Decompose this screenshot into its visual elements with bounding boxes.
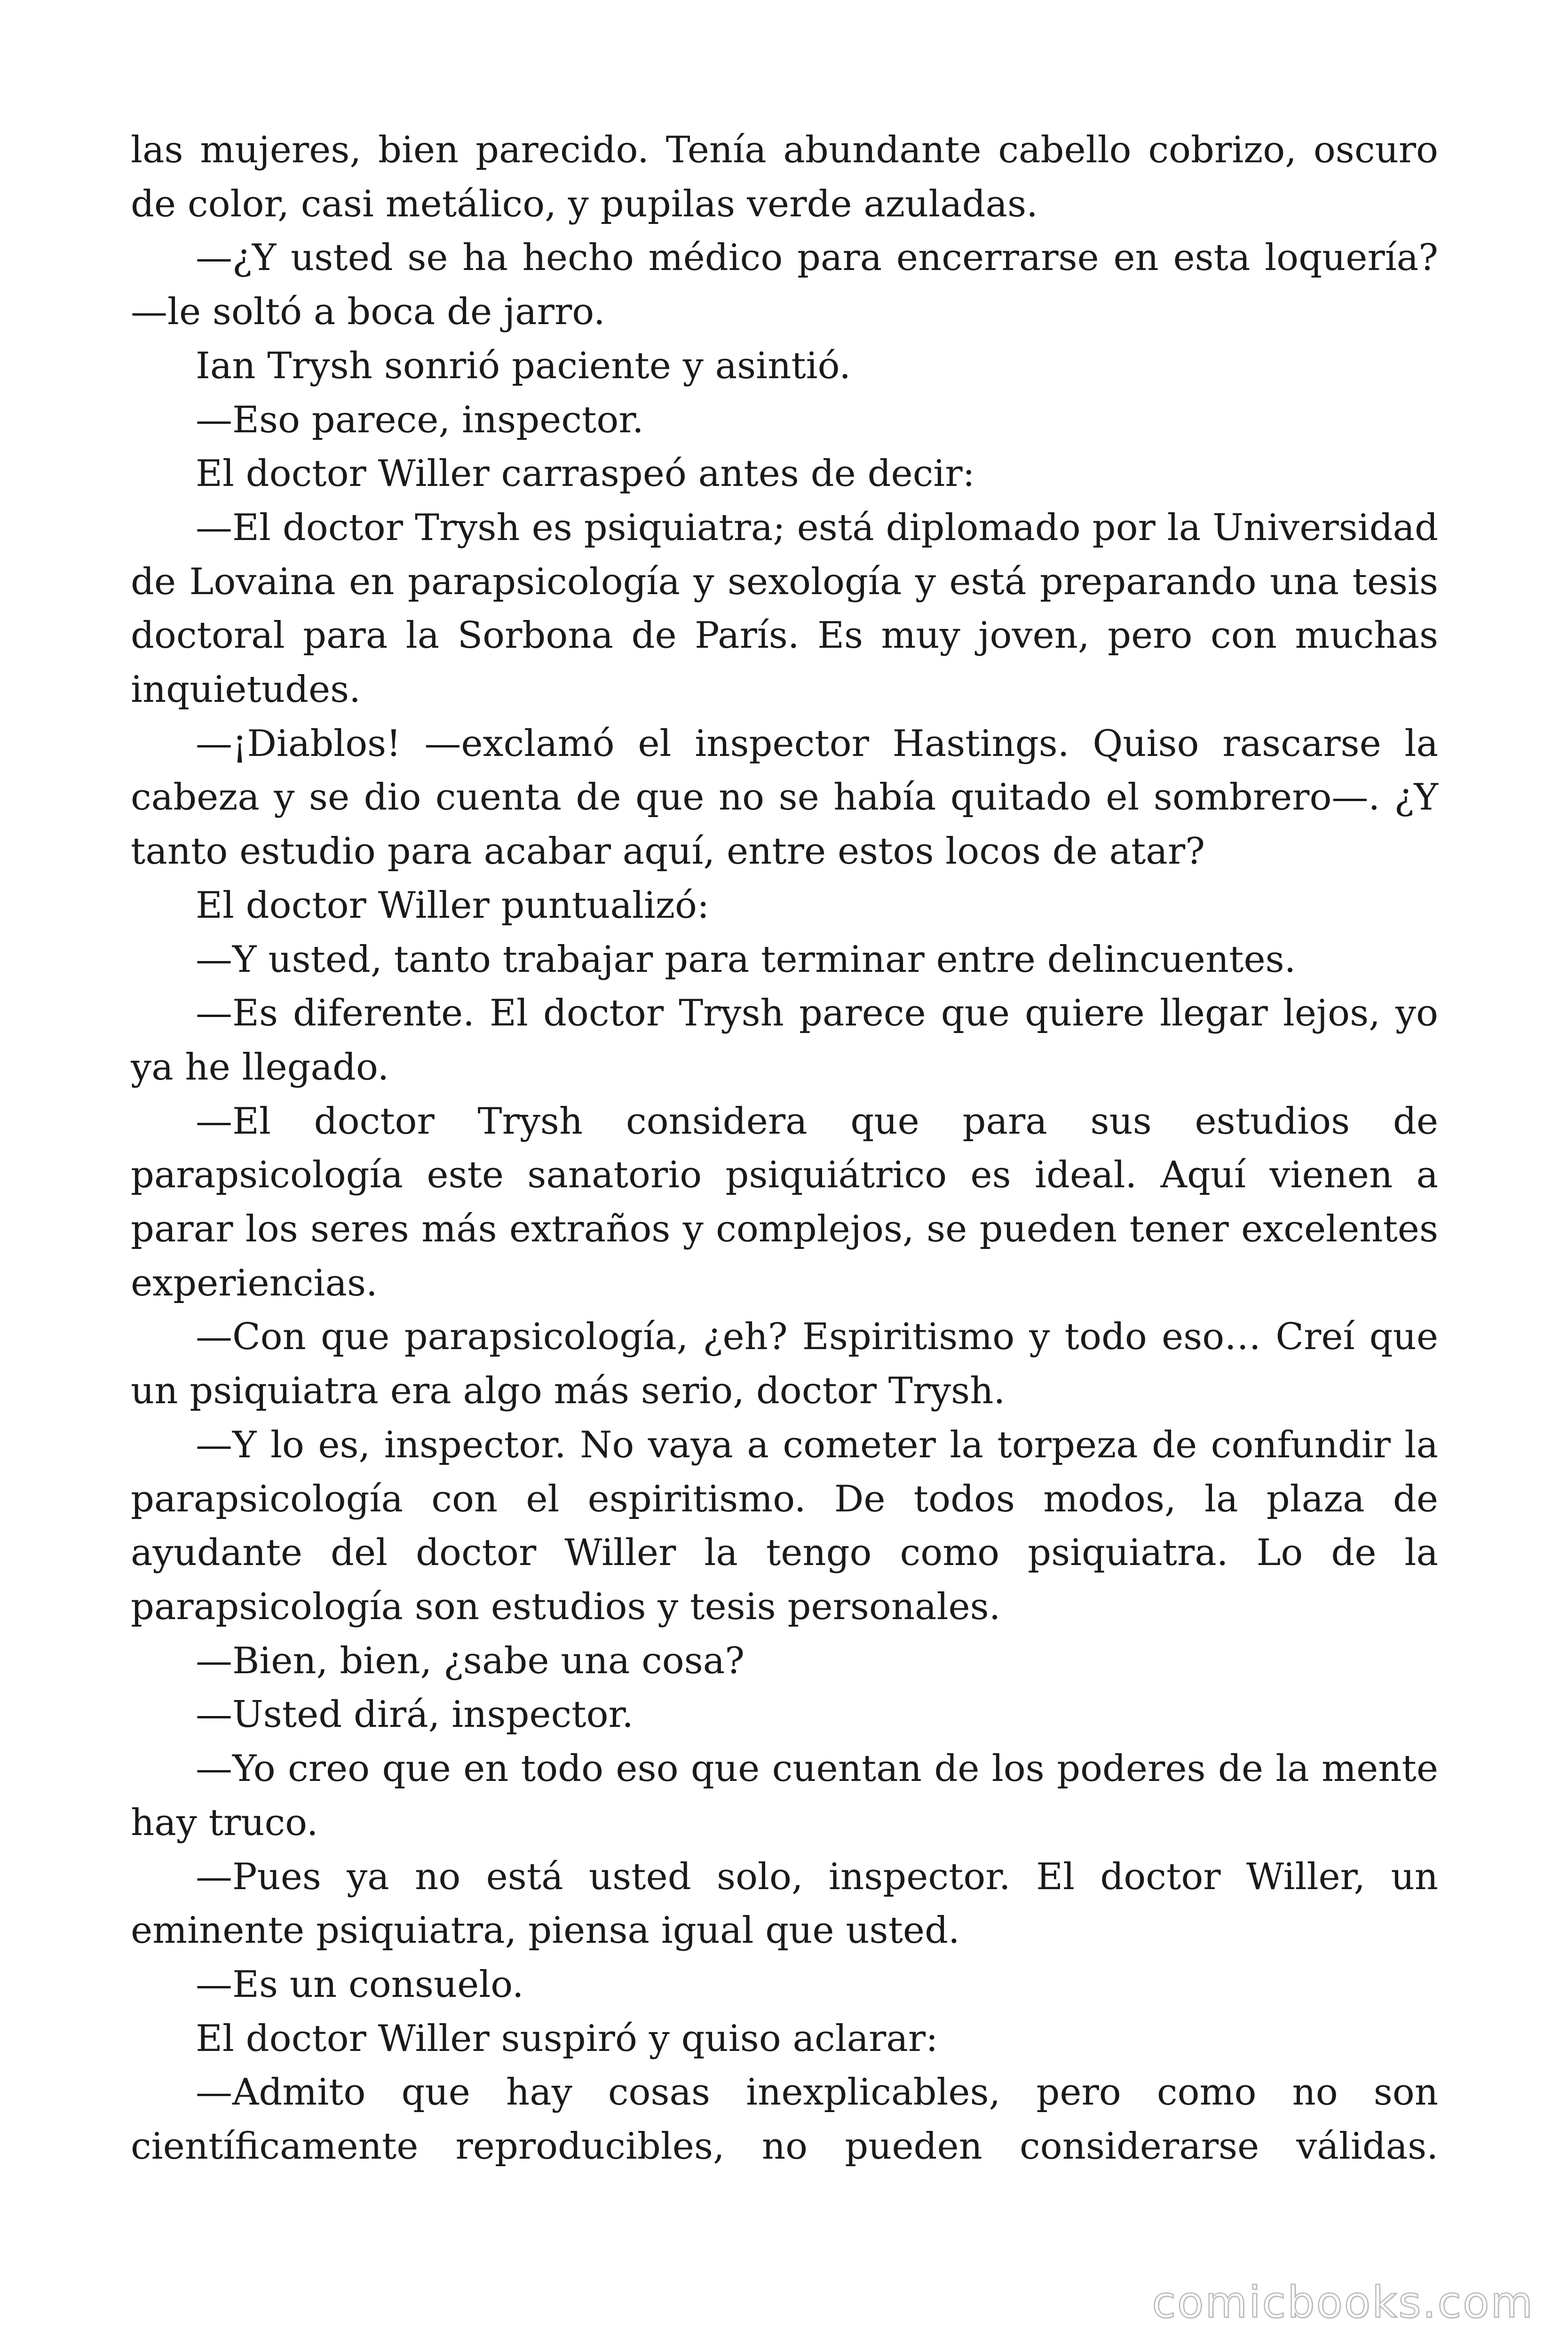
paragraph: Ian Trysh sonrió paciente y asintió. (196, 344, 851, 387)
paragraph: —Yo creo que en todo eso que cuentan de los poderes de la mente hay truco. (131, 1748, 1438, 1844)
paragraph: —Es diferente. El doctor Trysh parece que quiere llegar lejos, yo ya he llegado. (131, 992, 1438, 1089)
paragraph: —Usted dirá, inspector. (196, 1693, 634, 1736)
paragraph: —¿Y usted se ha hecho médico para encerrarse en esta loquería? —le soltó a boca de jarro. (131, 237, 1438, 334)
watermark-text: comicbooks.com (1152, 2277, 1534, 2328)
paragraph: las mujeres, bien parecido. Tenía abundante cabello cobrizo, oscuro de color, casi metálico, y pupilas verde azuladas. (131, 129, 1438, 225)
paragraph: —Y usted, tanto trabajar para terminar entre delincuentes. (196, 938, 1296, 981)
paragraph: —Pues ya no está usted solo, inspector. El doctor Willer, un eminente psiquiatra, piensa igual que usted. (131, 1855, 1438, 1952)
paragraph: —Bien, bien, ¿sabe una cosa? (196, 1639, 745, 1682)
paragraph: El doctor Willer puntualizó: (196, 884, 710, 927)
paragraph: —¡Diablos! —exclamó el inspector Hastings. Quiso rascarse la cabeza y se dio cuenta de que no se había quitado el sombrero—. ¿Y tanto estudio para acabar aquí, entre estos locos de atar? (131, 722, 1438, 873)
paragraph: El doctor Willer suspiró y quiso aclarar: (196, 2017, 938, 2060)
paragraph: El doctor Willer carraspeó antes de decir: (196, 453, 975, 495)
paragraph: —El doctor Trysh es psiquiatra; está diplomado por la Universidad de Lovaina en parapsicología y sexología y está preparando una tesis doctoral para la Sorbona de París. Es muy joven, pero con muchas inquietudes. (131, 506, 1438, 711)
paragraph: —Eso parece, inspector. (196, 398, 644, 441)
page-text (131, 123, 1438, 2174)
paragraph: —Con que parapsicología, ¿eh? Espiritismo y todo eso… Creí que un psiquiatra era algo más serio, doctor Trysh. (131, 1316, 1438, 1413)
paragraph: —Admito que hay cosas inexplicables, pero como no son científicamente reproducibles, no pueden considerarse válidas. (131, 2071, 1438, 2168)
paragraph: —Y lo es, inspector. No vaya a cometer la torpeza de confundir la parapsicología con el espiritismo. De todos modos, la plaza de ayudante del doctor Willer la tengo como psiquiatra. Lo de la parapsicología son estudios y tesis personales. (131, 1423, 1438, 1628)
paragraph: —Es un consuelo. (196, 1963, 524, 2006)
paragraph: —El doctor Trysh considera que para sus estudios de parapsicología este sanatorio psiquiátrico es ideal. Aquí vienen a parar los seres más extraños y complejos, se pueden tener excelentes experiencias. (131, 1100, 1438, 1304)
